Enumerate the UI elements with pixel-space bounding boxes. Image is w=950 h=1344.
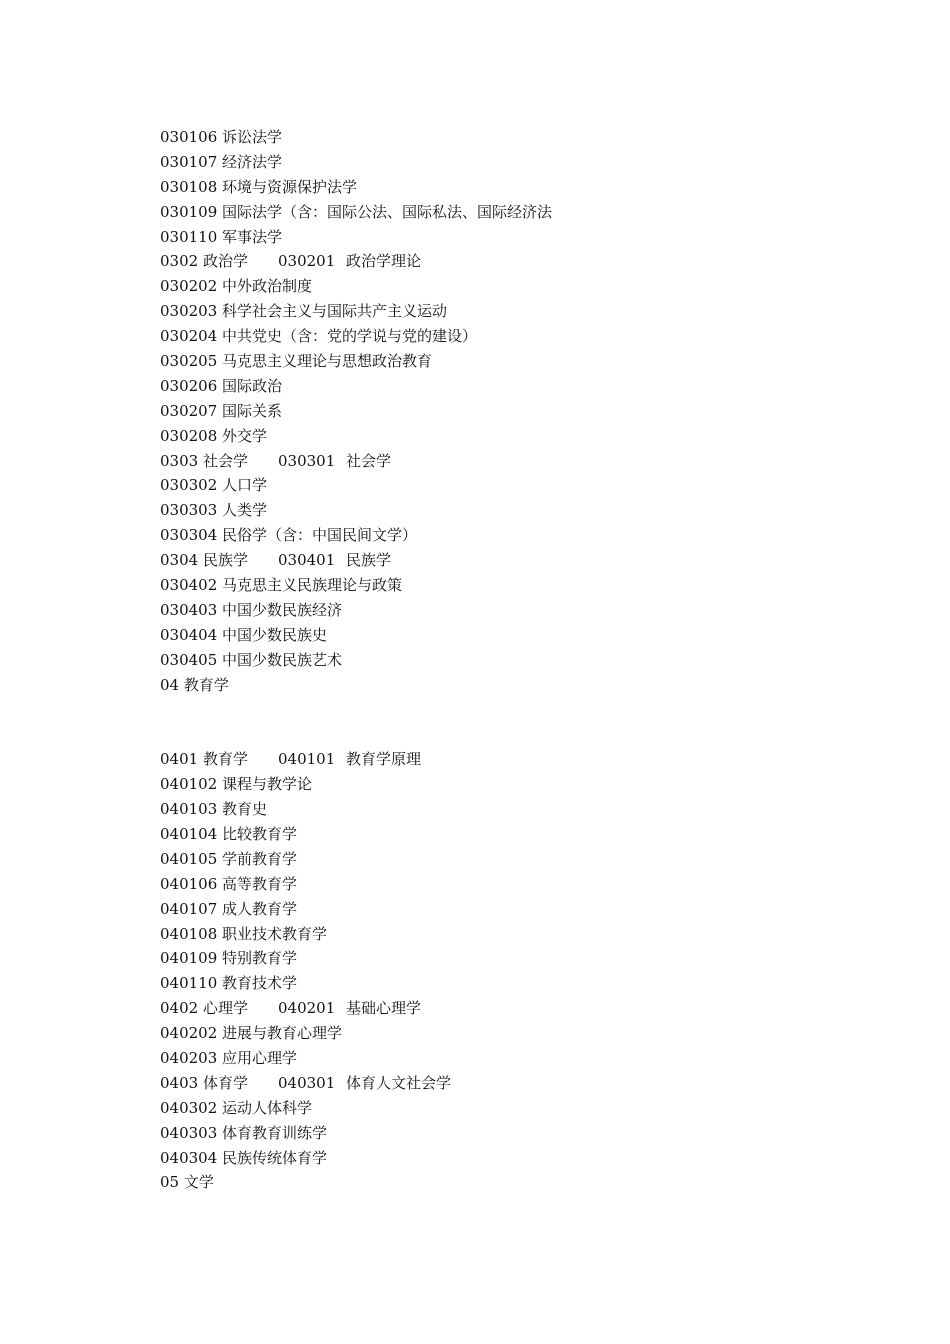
text-line: 040202 进展与教育心理学 xyxy=(160,1024,343,1043)
text-line: 040104 比较教育学 xyxy=(160,824,298,843)
text-line: 030402 马克思主义民族理论与政策 xyxy=(160,576,403,595)
blank-line xyxy=(160,697,860,747)
text-line: 04 教育学 xyxy=(160,675,229,694)
discipline-code: 040201 xyxy=(278,999,336,1018)
text-line: 040303 体育教育训练学 xyxy=(160,1123,328,1142)
text-line xyxy=(160,747,860,772)
text-line: 040107 成人教育学 xyxy=(160,899,298,918)
discipline-code: 030301 xyxy=(278,451,336,470)
text-line: 040110 教育技术学 xyxy=(160,974,298,993)
discipline-code: 040301 xyxy=(278,1073,336,1092)
discipline-name: 社会学 xyxy=(346,451,392,470)
text-line: 040304 民族传统体育学 xyxy=(160,1148,328,1167)
discipline-list xyxy=(160,125,860,1195)
text-line: 030403 中国少数民族经济 xyxy=(160,600,343,619)
discipline-code: 030201 xyxy=(278,252,336,271)
text-line xyxy=(160,996,860,1021)
text-line: 030405 中国少数民族艺术 xyxy=(160,650,343,669)
category-code-name: 0402 心理学 xyxy=(160,999,248,1018)
text-line xyxy=(160,1071,860,1096)
text-line: 040109 特别教育学 xyxy=(160,949,298,968)
text-line: 030208 外交学 xyxy=(160,426,268,445)
text-line: 030303 人类学 xyxy=(160,501,268,520)
text-line: 030108 环境与资源保护法学 xyxy=(160,177,358,196)
text-line: 040103 教育史 xyxy=(160,800,268,819)
text-line: 030107 经济法学 xyxy=(160,152,283,171)
text-line: 030106 诉讼法学 xyxy=(160,128,283,146)
text-line: 040108 职业技术教育学 xyxy=(160,924,328,943)
text-line xyxy=(160,449,860,474)
discipline-code: 030401 xyxy=(278,551,336,570)
category-code-name: 0302 政治学 xyxy=(160,252,248,271)
text-line: 05 文学 xyxy=(160,1173,214,1192)
text-line: 040106 高等教育学 xyxy=(160,874,298,893)
text-line: 030206 国际政治 xyxy=(160,376,283,395)
discipline-code: 040101 xyxy=(278,750,336,769)
text-line xyxy=(160,548,860,573)
text-line: 040102 课程与教学论 xyxy=(160,775,313,794)
text-line: 030204 中共党史（含：党的学说与党的建设） xyxy=(160,327,478,346)
text-line: 030202 中外政治制度 xyxy=(160,277,313,296)
discipline-name: 民族学 xyxy=(346,551,392,570)
category-code-name: 0303 社会学 xyxy=(160,451,248,470)
discipline-name: 教育学原理 xyxy=(346,750,422,769)
text-line: 030207 国际关系 xyxy=(160,401,283,420)
text-line: 040105 学前教育学 xyxy=(160,849,298,868)
text-line: 030110 军事法学 xyxy=(160,227,283,246)
discipline-name: 政治学理论 xyxy=(346,252,422,271)
category-code-name: 0304 民族学 xyxy=(160,551,248,570)
discipline-name: 体育人文社会学 xyxy=(346,1073,452,1092)
text-line: 030203 科学社会主义与国际共产主义运动 xyxy=(160,302,448,321)
text-line: 040203 应用心理学 xyxy=(160,1048,298,1067)
text-line: 030302 人口学 xyxy=(160,476,268,495)
text-line: 030304 民俗学（含：中国民间文学） xyxy=(160,526,418,545)
category-code-name: 0403 体育学 xyxy=(160,1073,248,1092)
text-line xyxy=(160,249,860,274)
text-line: 030109 国际法学（含：国际公法、国际私法、国际经济法 xyxy=(160,202,553,221)
discipline-name: 基础心理学 xyxy=(346,999,422,1018)
text-line: 030205 马克思主义理论与思想政治教育 xyxy=(160,352,433,371)
text-line: 030404 中国少数民族史 xyxy=(160,625,328,644)
text-line: 040302 运动人体科学 xyxy=(160,1098,313,1117)
category-code-name: 0401 教育学 xyxy=(160,750,248,769)
